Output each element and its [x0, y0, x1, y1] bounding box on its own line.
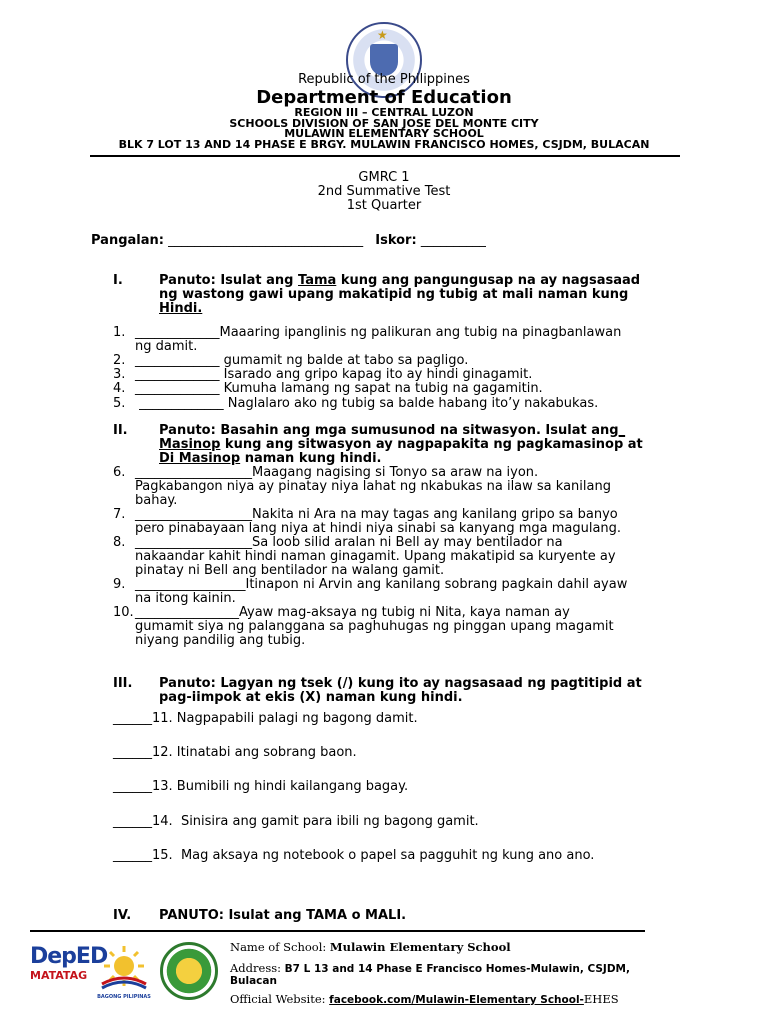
seal-star-icon: ★ — [377, 28, 388, 42]
list-item — [135, 508, 621, 536]
footer-school-value: Mulawin Elementary School — [329, 940, 511, 954]
department-title: Department of Education — [256, 87, 512, 108]
list-item — [135, 606, 614, 648]
list-item — [135, 466, 611, 508]
item-text: _____________Maaaring ipanglinis ng palikuran ang tubig na pinagbanlawan — [135, 325, 622, 340]
list-item — [135, 536, 616, 578]
score-label: Iskor: — [375, 233, 417, 248]
footer-address-label: Address: — [230, 961, 285, 975]
item-number: 9. — [113, 577, 126, 592]
section2-line3: naman kung hindi. — [240, 451, 382, 466]
list-item — [135, 326, 621, 354]
section3-line1: Panuto: Lagyan ng tsek (/) kung ito ay nagsasaad ng pagtitipid at — [159, 676, 642, 691]
item-text: ng damit. — [135, 339, 198, 354]
item-text: nakaandar kahit hindi naman ginagamit. Upang makatipid sa kuryente ay — [135, 549, 616, 564]
item-number: 10. — [113, 605, 134, 620]
footer-address-value-2: Bulacan — [230, 975, 277, 987]
test-subject: GMRC 1 — [358, 170, 410, 185]
footer-website-suffix: EHES — [583, 992, 619, 1006]
section2-line2: kung ang sitwasyon ay nagpapakita ng pagkamasinop at — [220, 437, 643, 452]
header-divider — [90, 155, 680, 157]
section2-instruction — [159, 424, 643, 466]
list-item: ______14. Sinisira ang gamit para ibili ng bagong gamit. — [113, 814, 479, 829]
footer-address-line — [230, 962, 630, 975]
division-label: SCHOOLS DIVISION OF SAN JOSE DEL MONTE CITY — [229, 117, 539, 130]
item-number: 2. — [113, 353, 126, 368]
section1-tama: Tama — [298, 273, 337, 288]
section1-line1-b: kung ang pangungusap na ay nagsasaad — [336, 273, 641, 288]
list-item: ______11. Nagpapabili palagi ng bagong damit. — [113, 711, 418, 726]
section2-line1: Panuto: Basahin ang mga sumusunod na sitwasyon. Isulat ang — [159, 423, 619, 438]
section2-roman: II. — [113, 423, 128, 438]
section2-di-masinop: Di Masinop — [159, 451, 241, 466]
item-text: _____________ Isarado ang gripo kapag ito ay hindi ginagamit. — [135, 367, 533, 382]
deped-matatag-logo — [30, 944, 108, 992]
school-label: MULAWIN ELEMENTARY SCHOOL — [284, 127, 484, 140]
item-text: pero pinabayaan lang niya at hindi niya sinabi sa kanyang mga magulang. — [135, 521, 622, 536]
footer-website-line — [230, 993, 619, 1006]
footer-school-line — [230, 941, 511, 953]
name-score-row — [91, 234, 486, 248]
mulawin-school-logo — [160, 942, 218, 1000]
region-label: REGION III – CENTRAL LUZON — [294, 106, 474, 119]
section1-instruction — [159, 274, 640, 316]
item-text: _____________ gumamit ng balde at tabo sa pagligo. — [135, 353, 469, 368]
section4-roman: IV. — [113, 908, 132, 923]
item-text: _________________Itinapon ni Arvin ang kanilang sobrang pagkain dahil ayaw — [135, 577, 628, 592]
item-text: niyang pandilig ang tubig. — [135, 633, 306, 648]
item-text: Pagkabangon niya ay pinatay niya lahat ng nkabukas na ilaw sa kanilang — [135, 479, 611, 494]
section1-roman: I. — [113, 273, 123, 288]
name-blank[interactable]: ______________________________ — [168, 233, 364, 248]
footer-address-value: B7 L 13 and 14 Phase E Francisco Homes-Mulawin, CSJDM, — [284, 963, 630, 975]
footer-divider — [30, 930, 645, 932]
item-number: 6. — [113, 465, 126, 480]
section2-line1-blank: _ — [618, 423, 626, 438]
section4-instruction: PANUTO: Isulat ang TAMA o MALI. — [159, 908, 407, 923]
item-number: 1. — [113, 325, 126, 340]
item-number: 8. — [113, 535, 126, 550]
footer-website-link[interactable]: facebook.com/Mulawin-Elementary School- — [329, 994, 584, 1006]
item-text: __________________Sa loob silid aralan ni Bell ay may bentilador na — [135, 535, 563, 550]
item-text: __________________Maagang nagising si Tonyo sa araw na iyon. — [135, 465, 539, 480]
item-text: na itong kainin. — [135, 591, 236, 606]
item-number: 3. — [113, 367, 126, 382]
section1-line2: ng wastong gawi upang makatipid ng tubig at mali naman kung — [159, 287, 629, 302]
test-quarter: 1st Quarter — [346, 198, 422, 213]
bagong-pilipinas-logo — [96, 944, 152, 1000]
section3-roman: III. — [113, 676, 133, 691]
section2-masinop: Masinop — [159, 437, 221, 452]
item-text: pinatay ni Bell ang bentilador na walang gamit. — [135, 563, 445, 578]
test-title: 2nd Summative Test — [317, 184, 451, 199]
footer-school-label: Name of School: — [230, 940, 330, 954]
item-text: _____________ Naglalaro ako ng tubig sa balde habang ito’y nakabukas. — [135, 396, 599, 411]
item-text: gumamit siya ng palanggana sa paghuhugas ng pinggan upang magamit — [135, 619, 614, 634]
item-text: __________________Nakita ni Ara na may tagas ang kanilang gripo sa banyo — [135, 507, 618, 522]
item-text: bahay. — [135, 493, 178, 508]
matatag-logo-text: MATATAG — [30, 969, 88, 982]
section1-hindi: Hindi. — [159, 301, 203, 316]
footer-website-label: Official Website: — [230, 992, 330, 1006]
bagong-pilipinas-text: BAGONG PILIPINAS — [97, 994, 151, 1000]
item-text: _____________ Kumuha lamang ng sapat na tubig na gagamitin. — [135, 381, 543, 396]
bagong-pilipinas-sun-icon — [96, 944, 152, 990]
list-item: ______15. Mag aksaya ng notebook o papel sa pagguhit ng kung ano ano. — [113, 848, 595, 863]
republic-label: Republic of the Philippines — [298, 72, 470, 87]
section3-line2: pag-iimpok at ekis (X) naman kung hindi. — [159, 690, 463, 705]
item-number: 7. — [113, 507, 126, 522]
item-text: ________________Ayaw mag-aksaya ng tubig ni Nita, kaya naman ay — [135, 605, 570, 620]
name-label: Pangalan: — [91, 233, 164, 248]
list-item: ______12. Itinatabi ang sobrang baon. — [113, 745, 357, 760]
section1-line1-a: Panuto: Isulat ang — [159, 273, 298, 288]
list-item — [135, 578, 627, 606]
item-number: 5. — [113, 396, 126, 411]
list-item: ______13. Bumibili ng hindi kailangang bagay. — [113, 779, 409, 794]
deped-logo-text: DepED — [30, 944, 108, 969]
score-blank[interactable]: __________ — [420, 233, 486, 248]
school-address: BLK 7 LOT 13 AND 14 PHASE E BRGY. MULAWIN FRANCISCO HOMES, CSJDM, BULACAN — [118, 138, 650, 151]
section3-instruction — [159, 677, 642, 705]
item-number: 4. — [113, 381, 126, 396]
